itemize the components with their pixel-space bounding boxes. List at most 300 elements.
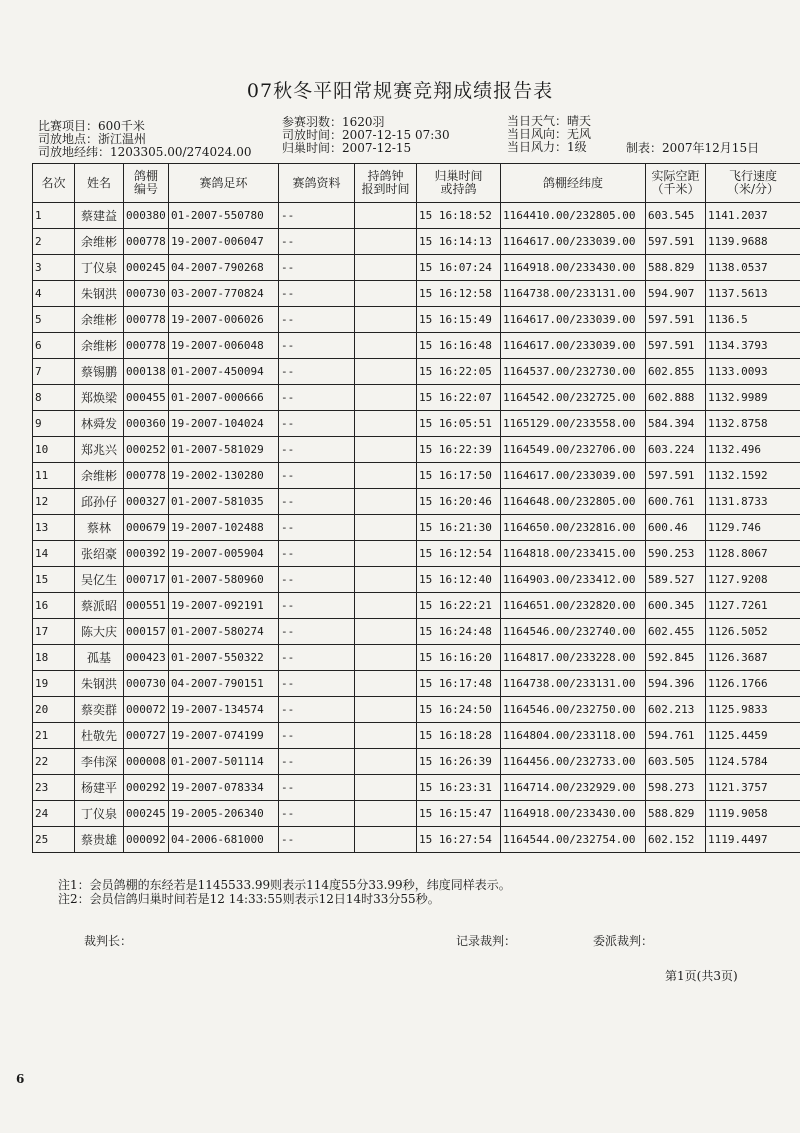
header-row [33, 164, 800, 203]
cell-loft: 000008 [124, 749, 169, 775]
cell-speed: 1127.7261 [706, 593, 800, 619]
cell-ring: 01-2007-581029 [169, 437, 279, 463]
cell-loft: 000292 [124, 775, 169, 801]
cell-rank: 3 [33, 255, 75, 281]
wind-force: 当日风力：1级 [507, 140, 587, 154]
cell-loft: 000380 [124, 203, 169, 229]
cell-coordinates: 1164918.00/233430.00 [501, 801, 646, 827]
cell-rank: 9 [33, 411, 75, 437]
cell-info: -- [279, 801, 355, 827]
cell-ring: 19-2007-006047 [169, 229, 279, 255]
cell-loft: 000245 [124, 255, 169, 281]
header-info: 赛鸽资料 [279, 164, 355, 203]
cell-rank: 18 [33, 645, 75, 671]
cell-name: 丁仪泉 [75, 801, 124, 827]
table-row [33, 515, 800, 541]
cell-info: -- [279, 515, 355, 541]
release-coordinates: 司放地经纬：1203305.00/274024.00 [38, 145, 252, 159]
cell-loft: 000679 [124, 515, 169, 541]
cell-name: 余维彬 [75, 333, 124, 359]
footnote-1: 注1：会员鸽棚的东经若是1145533.99则表示114度55分33.99秒，纬度同样表示。 [58, 878, 511, 892]
header-name: 姓名 [75, 164, 124, 203]
header-clock: 持鸽钟 报到时间 [355, 164, 417, 203]
cell-distance: 597.591 [646, 463, 706, 489]
cell-rank: 19 [33, 671, 75, 697]
cell-arrival: 15 16:12:58 [417, 281, 501, 307]
cell-ring: 19-2002-130280 [169, 463, 279, 489]
cell-arrival: 15 16:26:39 [417, 749, 501, 775]
cell-coordinates: 1164818.00/233415.00 [501, 541, 646, 567]
cell-coordinates: 1164617.00/233039.00 [501, 333, 646, 359]
cell-info: -- [279, 775, 355, 801]
cell-info: -- [279, 437, 355, 463]
cell-distance: 589.527 [646, 567, 706, 593]
cell-arrival: 15 16:22:39 [417, 437, 501, 463]
cell-ring: 04-2007-790268 [169, 255, 279, 281]
cell-speed: 1132.8758 [706, 411, 800, 437]
cell-name: 郑焕梁 [75, 385, 124, 411]
cell-loft: 000327 [124, 489, 169, 515]
cell-arrival: 15 16:24:48 [417, 619, 501, 645]
table-row [33, 645, 800, 671]
cell-loft: 000245 [124, 801, 169, 827]
cell-coordinates: 1164549.00/232706.00 [501, 437, 646, 463]
cell-rank: 25 [33, 827, 75, 853]
cell-loft: 000423 [124, 645, 169, 671]
cell-distance: 598.273 [646, 775, 706, 801]
cell-rank: 15 [33, 567, 75, 593]
cell-ring: 04-2006-681000 [169, 827, 279, 853]
cell-info: -- [279, 827, 355, 853]
cell-distance: 602.855 [646, 359, 706, 385]
cell-ring: 01-2007-450094 [169, 359, 279, 385]
cell-speed: 1131.8733 [706, 489, 800, 515]
cell-arrival: 15 16:20:46 [417, 489, 501, 515]
cell-arrival: 15 16:18:52 [417, 203, 501, 229]
cell-arrival: 15 16:12:54 [417, 541, 501, 567]
cell-speed: 1137.5613 [706, 281, 800, 307]
footnote-2: 注2：会员信鸽归巢时间若是12 14:33:55则表示12日14时33分55秒。 [58, 892, 440, 906]
cell-loft: 000730 [124, 281, 169, 307]
header-loft: 鸽棚 编号 [124, 164, 169, 203]
cell-speed: 1136.5 [706, 307, 800, 333]
table-row [33, 463, 800, 489]
cell-info: -- [279, 307, 355, 333]
cell-distance: 594.907 [646, 281, 706, 307]
cell-loft: 000392 [124, 541, 169, 567]
cell-loft: 000092 [124, 827, 169, 853]
chief-referee-label: 裁判长： [84, 934, 133, 948]
cell-clock [355, 437, 417, 463]
cell-arrival: 15 16:18:28 [417, 723, 501, 749]
cell-speed: 1132.9989 [706, 385, 800, 411]
cell-arrival: 15 16:27:54 [417, 827, 501, 853]
cell-info: -- [279, 255, 355, 281]
issued-date: 制表：2007年12月15日 [626, 141, 760, 155]
cell-loft: 000730 [124, 671, 169, 697]
cell-rank: 11 [33, 463, 75, 489]
cell-clock [355, 307, 417, 333]
cell-rank: 6 [33, 333, 75, 359]
table-row [33, 385, 800, 411]
cell-ring: 01-2007-581035 [169, 489, 279, 515]
cell-info: -- [279, 619, 355, 645]
cell-rank: 23 [33, 775, 75, 801]
cell-rank: 10 [33, 437, 75, 463]
cell-coordinates: 1164651.00/232820.00 [501, 593, 646, 619]
table-row [33, 307, 800, 333]
cell-ring: 01-2007-580960 [169, 567, 279, 593]
cell-distance: 602.888 [646, 385, 706, 411]
cell-clock [355, 359, 417, 385]
cell-name: 张绍豪 [75, 541, 124, 567]
header-coordinates: 鸽棚经纬度 [501, 164, 646, 203]
cell-clock [355, 411, 417, 437]
cell-clock [355, 463, 417, 489]
cell-arrival: 15 16:15:49 [417, 307, 501, 333]
cell-coordinates: 1164903.00/233412.00 [501, 567, 646, 593]
cell-distance: 584.394 [646, 411, 706, 437]
release-time: 司放时间：2007-12-15 07:30 [282, 128, 450, 142]
cell-clock [355, 385, 417, 411]
cell-speed: 1119.9058 [706, 801, 800, 827]
entry-count: 参赛羽数：1620羽 [282, 115, 385, 129]
cell-arrival: 15 16:23:31 [417, 775, 501, 801]
table-row [33, 671, 800, 697]
table-row [33, 203, 800, 229]
cell-info: -- [279, 411, 355, 437]
results-table [32, 163, 800, 853]
cell-loft: 000778 [124, 463, 169, 489]
cell-ring: 19-2007-074199 [169, 723, 279, 749]
recording-referee-label: 记录裁判： [456, 934, 517, 948]
cell-name: 余维彬 [75, 463, 124, 489]
cell-coordinates: 1164804.00/233118.00 [501, 723, 646, 749]
cell-coordinates: 1164456.00/232733.00 [501, 749, 646, 775]
race-item: 比赛项目：600千米 [38, 119, 145, 133]
cell-coordinates: 1164648.00/232805.00 [501, 489, 646, 515]
cell-speed: 1126.3687 [706, 645, 800, 671]
cell-distance: 597.591 [646, 229, 706, 255]
cell-coordinates: 1164617.00/233039.00 [501, 463, 646, 489]
cell-info: -- [279, 463, 355, 489]
cell-coordinates: 1164650.00/232816.00 [501, 515, 646, 541]
cell-distance: 590.253 [646, 541, 706, 567]
header-rank: 名次 [33, 164, 75, 203]
cell-arrival: 15 16:22:07 [417, 385, 501, 411]
cell-speed: 1125.9833 [706, 697, 800, 723]
cell-clock [355, 229, 417, 255]
cell-distance: 588.829 [646, 255, 706, 281]
cell-info: -- [279, 593, 355, 619]
cell-coordinates: 1164410.00/232805.00 [501, 203, 646, 229]
cell-distance: 600.761 [646, 489, 706, 515]
cell-ring: 19-2007-092191 [169, 593, 279, 619]
table-row [33, 619, 800, 645]
cell-name: 蔡林 [75, 515, 124, 541]
cell-info: -- [279, 723, 355, 749]
cell-name: 陈大庆 [75, 619, 124, 645]
cell-ring: 19-2007-102488 [169, 515, 279, 541]
cell-coordinates: 1164738.00/233131.00 [501, 281, 646, 307]
cell-coordinates: 1165129.00/233558.00 [501, 411, 646, 437]
cell-name: 余维彬 [75, 307, 124, 333]
cell-coordinates: 1164544.00/232754.00 [501, 827, 646, 853]
cell-speed: 1132.496 [706, 437, 800, 463]
cell-coordinates: 1164918.00/233430.00 [501, 255, 646, 281]
cell-clock [355, 645, 417, 671]
cell-ring: 01-2007-501114 [169, 749, 279, 775]
cell-rank: 12 [33, 489, 75, 515]
cell-arrival: 15 16:15:47 [417, 801, 501, 827]
cell-ring: 19-2007-104024 [169, 411, 279, 437]
cell-distance: 602.213 [646, 697, 706, 723]
cell-rank: 17 [33, 619, 75, 645]
cell-info: -- [279, 281, 355, 307]
cell-speed: 1125.4459 [706, 723, 800, 749]
table-row [33, 229, 800, 255]
cell-name: 朱钢洪 [75, 671, 124, 697]
cell-clock [355, 541, 417, 567]
cell-rank: 22 [33, 749, 75, 775]
cell-name: 蔡锡鹏 [75, 359, 124, 385]
cell-clock [355, 281, 417, 307]
corner-mark: 6 [16, 1072, 25, 1086]
cell-ring: 01-2007-550780 [169, 203, 279, 229]
cell-ring: 01-2007-550322 [169, 645, 279, 671]
cell-coordinates: 1164714.00/232929.00 [501, 775, 646, 801]
table-row [33, 749, 800, 775]
cell-speed: 1132.1592 [706, 463, 800, 489]
cell-ring: 19-2007-005904 [169, 541, 279, 567]
cell-speed: 1119.4497 [706, 827, 800, 853]
cell-coordinates: 1164738.00/233131.00 [501, 671, 646, 697]
cell-arrival: 15 16:24:50 [417, 697, 501, 723]
cell-speed: 1138.0537 [706, 255, 800, 281]
cell-rank: 20 [33, 697, 75, 723]
cell-loft: 000360 [124, 411, 169, 437]
cell-name: 蔡奕群 [75, 697, 124, 723]
cell-ring: 19-2007-006026 [169, 307, 279, 333]
page-number: 第1页(共3页) [665, 969, 738, 983]
cell-ring: 19-2005-206340 [169, 801, 279, 827]
cell-clock [355, 697, 417, 723]
cell-distance: 594.761 [646, 723, 706, 749]
cell-rank: 8 [33, 385, 75, 411]
cell-distance: 600.46 [646, 515, 706, 541]
cell-rank: 2 [33, 229, 75, 255]
report-title: 07秋冬平阳常规赛竞翔成绩报告表 [246, 80, 554, 102]
table-row [33, 697, 800, 723]
cell-name: 朱钢洪 [75, 281, 124, 307]
header-ring: 赛鸽足环 [169, 164, 279, 203]
cell-name: 杨建平 [75, 775, 124, 801]
cell-ring: 19-2007-134574 [169, 697, 279, 723]
cell-name: 李伟深 [75, 749, 124, 775]
cell-info: -- [279, 697, 355, 723]
cell-info: -- [279, 359, 355, 385]
cell-loft: 000778 [124, 307, 169, 333]
cell-clock [355, 593, 417, 619]
meta-middle [282, 116, 450, 155]
cell-clock [355, 827, 417, 853]
cell-info: -- [279, 333, 355, 359]
cell-coordinates: 1164546.00/232750.00 [501, 697, 646, 723]
cell-info: -- [279, 567, 355, 593]
cell-arrival: 15 16:16:20 [417, 645, 501, 671]
cell-arrival: 15 16:21:30 [417, 515, 501, 541]
table-row [33, 359, 800, 385]
cell-clock [355, 515, 417, 541]
cell-name: 蔡派昭 [75, 593, 124, 619]
cell-info: -- [279, 541, 355, 567]
cell-distance: 602.152 [646, 827, 706, 853]
header-speed: 飞行速度 （米/分） [706, 164, 800, 203]
cell-arrival: 15 16:17:48 [417, 671, 501, 697]
cell-ring: 03-2007-770824 [169, 281, 279, 307]
cell-arrival: 15 16:05:51 [417, 411, 501, 437]
cell-info: -- [279, 645, 355, 671]
header-arrival: 归巢时间 或持鸽 [417, 164, 501, 203]
cell-distance: 588.829 [646, 801, 706, 827]
cell-arrival: 15 16:16:48 [417, 333, 501, 359]
table-row [33, 541, 800, 567]
cell-speed: 1139.9688 [706, 229, 800, 255]
cell-loft: 000252 [124, 437, 169, 463]
cell-distance: 603.224 [646, 437, 706, 463]
cell-info: -- [279, 489, 355, 515]
cell-distance: 600.345 [646, 593, 706, 619]
cell-ring: 04-2007-790151 [169, 671, 279, 697]
cell-ring: 19-2007-078334 [169, 775, 279, 801]
cell-coordinates: 1164546.00/232740.00 [501, 619, 646, 645]
cell-name: 杜敬先 [75, 723, 124, 749]
cell-distance: 594.396 [646, 671, 706, 697]
table-row [33, 567, 800, 593]
table-row [33, 281, 800, 307]
cell-rank: 13 [33, 515, 75, 541]
cell-coordinates: 1164617.00/233039.00 [501, 307, 646, 333]
cell-distance: 597.591 [646, 333, 706, 359]
cell-clock [355, 775, 417, 801]
cell-coordinates: 1164617.00/233039.00 [501, 229, 646, 255]
table-row [33, 593, 800, 619]
cell-distance: 603.505 [646, 749, 706, 775]
cell-ring: 19-2007-006048 [169, 333, 279, 359]
cell-speed: 1127.9208 [706, 567, 800, 593]
cell-distance: 603.545 [646, 203, 706, 229]
cell-loft: 000157 [124, 619, 169, 645]
cell-loft: 000727 [124, 723, 169, 749]
table-row [33, 801, 800, 827]
cell-arrival: 15 16:22:05 [417, 359, 501, 385]
cell-loft: 000455 [124, 385, 169, 411]
cell-rank: 4 [33, 281, 75, 307]
wind-direction: 当日风向：无风 [507, 127, 592, 141]
cell-rank: 7 [33, 359, 75, 385]
cell-arrival: 15 16:22:21 [417, 593, 501, 619]
cell-speed: 1128.8067 [706, 541, 800, 567]
meta-left [38, 120, 251, 159]
cell-distance: 602.455 [646, 619, 706, 645]
cell-arrival: 15 16:17:50 [417, 463, 501, 489]
cell-arrival: 15 16:12:40 [417, 567, 501, 593]
cell-clock [355, 619, 417, 645]
cell-ring: 01-2007-580274 [169, 619, 279, 645]
footnotes [58, 878, 511, 906]
cell-speed: 1134.3793 [706, 333, 800, 359]
cell-info: -- [279, 203, 355, 229]
table-row [33, 437, 800, 463]
cell-speed: 1121.3757 [706, 775, 800, 801]
cell-speed: 1124.5784 [706, 749, 800, 775]
cell-speed: 1129.746 [706, 515, 800, 541]
weather: 当日天气：晴天 [507, 114, 592, 128]
cell-arrival: 15 16:14:13 [417, 229, 501, 255]
cell-arrival: 15 16:07:24 [417, 255, 501, 281]
cell-name: 蔡建益 [75, 203, 124, 229]
cell-name: 林舜发 [75, 411, 124, 437]
cell-loft: 000551 [124, 593, 169, 619]
cell-name: 吴亿生 [75, 567, 124, 593]
table-row [33, 775, 800, 801]
cell-clock [355, 203, 417, 229]
cell-name: 郑兆兴 [75, 437, 124, 463]
cell-rank: 16 [33, 593, 75, 619]
cell-clock [355, 801, 417, 827]
cell-name: 孤基 [75, 645, 124, 671]
cell-rank: 21 [33, 723, 75, 749]
table-row [33, 411, 800, 437]
cell-name: 余维彬 [75, 229, 124, 255]
cell-speed: 1126.1766 [706, 671, 800, 697]
cell-coordinates: 1164542.00/232725.00 [501, 385, 646, 411]
cell-name: 邱孙仔 [75, 489, 124, 515]
cell-clock [355, 567, 417, 593]
cell-clock [355, 723, 417, 749]
cell-info: -- [279, 229, 355, 255]
meta-right [507, 115, 591, 154]
release-location: 司放地点：浙江温州 [38, 132, 147, 146]
cell-loft: 000778 [124, 229, 169, 255]
cell-loft: 000138 [124, 359, 169, 385]
cell-info: -- [279, 671, 355, 697]
cell-info: -- [279, 385, 355, 411]
cell-name: 蔡贵雄 [75, 827, 124, 853]
cell-clock [355, 333, 417, 359]
cell-clock [355, 749, 417, 775]
table-row [33, 827, 800, 853]
cell-rank: 24 [33, 801, 75, 827]
cell-clock [355, 671, 417, 697]
cell-rank: 14 [33, 541, 75, 567]
cell-speed: 1133.0093 [706, 359, 800, 385]
table-row [33, 333, 800, 359]
cell-clock [355, 255, 417, 281]
header-distance: 实际空距 （千米） [646, 164, 706, 203]
table-row [33, 723, 800, 749]
cell-coordinates: 1164537.00/232730.00 [501, 359, 646, 385]
cell-speed: 1141.2037 [706, 203, 800, 229]
table-row [33, 489, 800, 515]
cell-loft: 000072 [124, 697, 169, 723]
cell-info: -- [279, 749, 355, 775]
cell-loft: 000717 [124, 567, 169, 593]
return-date: 归巢时间：2007-12-15 [282, 141, 412, 155]
cell-loft: 000778 [124, 333, 169, 359]
cell-name: 丁仪泉 [75, 255, 124, 281]
cell-rank: 1 [33, 203, 75, 229]
